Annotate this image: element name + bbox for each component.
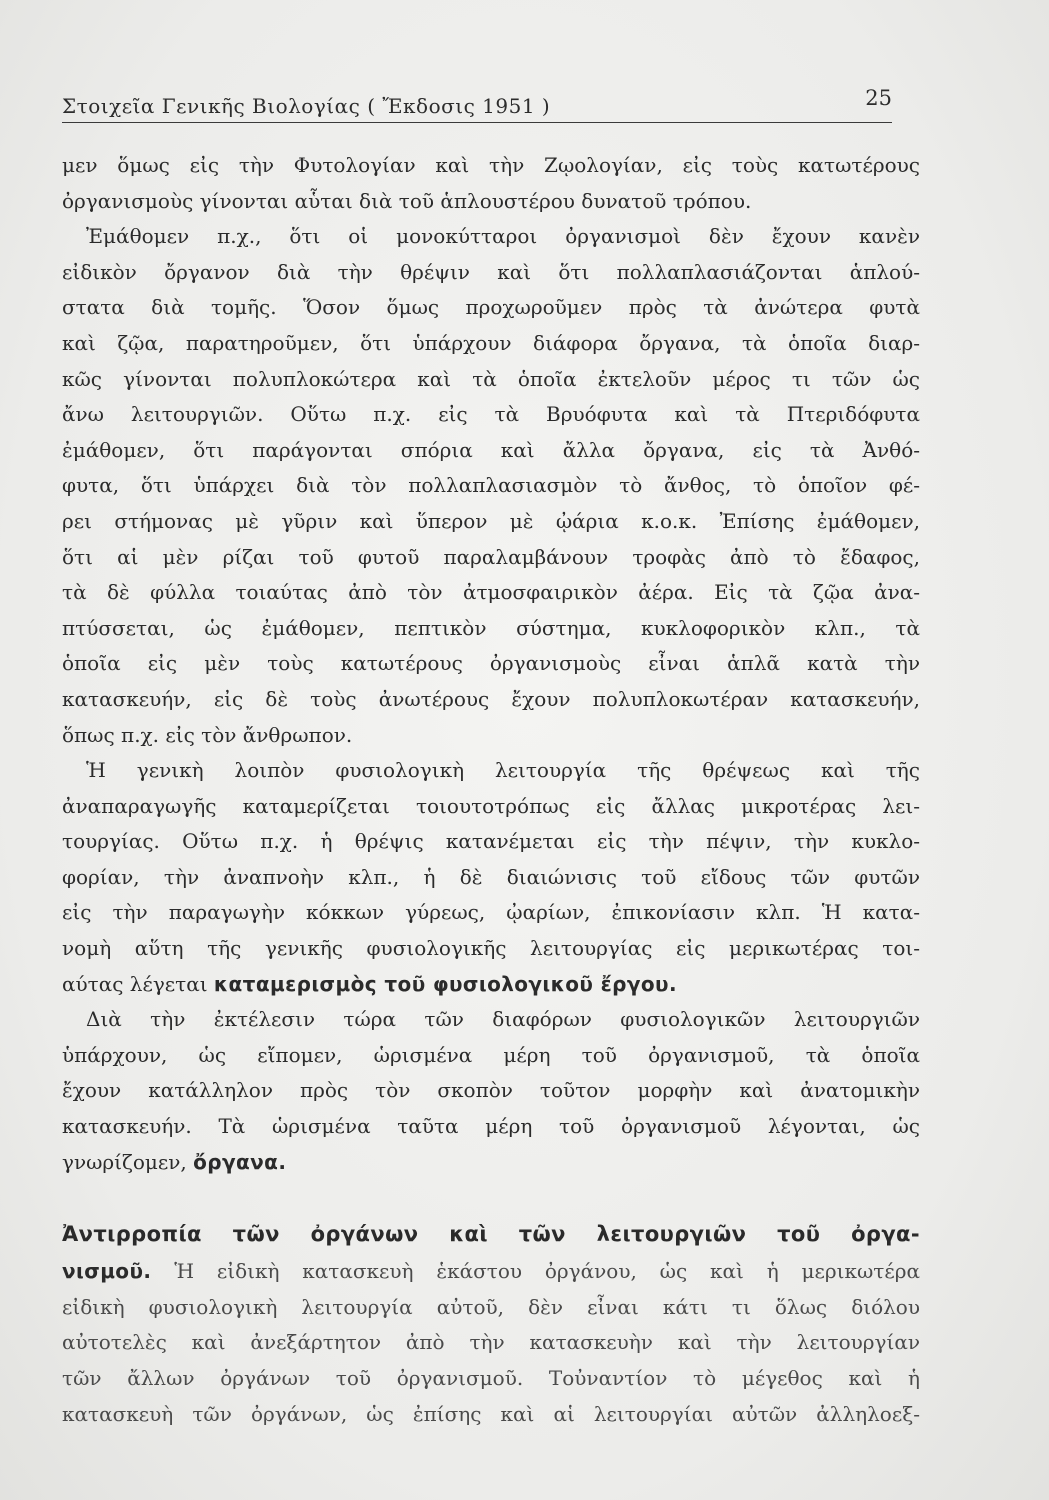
text-line: εἰδικὴ φυσιολογικὴ λειτουργία αὐτοῦ, δὲν εἶναι κάτι τι ὅλως διόλου [62, 1294, 920, 1319]
text-line: ἔχουν κατάλληλον πρὸς τὸν σκοπὸν τοῦτον μορφὴν καὶ ἀνατομικὴν [62, 1078, 920, 1103]
text-line: ἐμάθομεν, ὅτι παράγονται σπόρια καὶ ἄλλα ὄργανα, εἰς τὰ Ἀνθό- [62, 437, 920, 462]
text-line: κατασκευήν. Τὰ ὡρισμένα ταῦτα μέρη τοῦ ὀργανισμοῦ λέγονται, ὡς [62, 1114, 920, 1139]
emphasized-term: καταμερισμὸς τοῦ φυσιολογικοῦ ἔργου. [213, 971, 677, 996]
text-fragment: γνωρίζομεν, [62, 1149, 187, 1174]
text-line: ὅτι αἱ μὲν ρίζαι τοῦ φυτοῦ παραλαμβάνουν τροφὰς ἀπὸ τὸ ἔδαφος, [62, 544, 920, 569]
text-line [62, 1145, 920, 1181]
text-line: Ἐμάθομεν π.χ., ὅτι οἱ μονοκύτταροι ὀργανισμοὶ δὲν ἔχουν κανὲν [86, 224, 920, 249]
body-text [62, 148, 920, 1432]
section-heading-text: Ἀντιρροπία τῶν ὀργάνων καὶ τῶν λειτουργιῶν τοῦ ὀργα- [62, 1222, 920, 1247]
text-line: τῶν ἄλλων ὀργάνων τοῦ ὀργανισμοῦ. Τοὐναντίον τὸ μέγεθος καὶ ἡ [62, 1366, 920, 1390]
page-header [62, 86, 892, 123]
page-number: 25 [865, 86, 892, 110]
text-line [62, 967, 920, 1003]
text-line: φορίαν, τὴν ἀναπνοὴν κλπ., ἡ δὲ διαιώνισις τοῦ εἴδους τῶν φυτῶν [62, 864, 920, 889]
text-line: ὁποῖα εἰς μὲν τοὺς κατωτέρους ὀργανισμοὺς εἶναι ἁπλᾶ κατὰ τὴν [62, 651, 920, 676]
running-head: Στοιχεῖα Γενικῆς Βιολογίας ( Ἔκδοσις 1951 ) [62, 94, 551, 118]
text-line: καὶ ζῷα, παρατηροῦμεν, ὅτι ὑπάρχουν διάφορα ὄργανα, τὰ ὁποῖα διαρ- [62, 330, 920, 355]
text-line: κατασκευὴ τῶν ὀργάνων, ὡς ἐπίσης καὶ αἱ λειτουργίαι αὐτῶν ἀλληλοεξ- [62, 1401, 920, 1426]
emphasized-term: ὄργανα. [193, 1149, 287, 1174]
text-line: αὐτοτελὲς καὶ ἀνεξάρτητον ἀπὸ τὴν κατασκευὴν καὶ τὴν λειτουργίαν [62, 1330, 920, 1355]
section-spacer [62, 1180, 920, 1214]
text-line: πτύσσεται, ὡς ἐμάθομεν, πεπτικὸν σύστημα, κυκλοφορικὸν κλπ., τὰ [62, 615, 920, 640]
text-fragment: Ἡ εἰδικὴ κατασκευὴ ἑκάστου ὀργάνου, ὡς καὶ ἡ μερικωτέρα [174, 1259, 920, 1284]
text-line: ὀργανισμοὺς γίνονται αὗται διὰ τοῦ ἁπλουστέρου δυνατοῦ τρόπου. [62, 188, 752, 213]
text-line: φυτα, ὅτι ὑπάρχει διὰ τὸν πολλαπλασιασμὸν τὸ ἄνθος, τὸ ὁποῖον φέ- [62, 473, 920, 498]
text-line: εἰδικὸν ὄργανον διὰ τὴν θρέψιν καὶ ὅτι πολλαπλασιάζονται ἁπλού- [62, 259, 920, 284]
text-line: κατασκευήν, εἰς δὲ τοὺς ἀνωτέρους ἔχουν πολυπλοκωτέραν κατασκευήν, [62, 686, 920, 711]
text-line: ἀναπαραγωγῆς καταμερίζεται τοιουτοτρόπως εἰς ἄλλας μικροτέρας λει- [62, 793, 920, 818]
section-heading [62, 1214, 920, 1254]
section-heading-end: νισμοῦ. [62, 1259, 152, 1284]
text-line: τουργίας. Οὕτω π.χ. ἡ θρέψις κατανέμεται εἰς τὴν πέψιν, τὴν κυκλο- [62, 829, 920, 854]
text-line: νομὴ αὕτη τῆς γενικῆς φυσιολογικῆς λειτουργίας εἰς μερικωτέρας τοι- [62, 936, 920, 961]
text-line: τὰ δὲ φύλλα τοιαύτας ἀπὸ τὸν ἀτμοσφαιρικὸν ἀέρα. Εἰς τὰ ζῷα ἀνα- [62, 580, 920, 605]
text-line: ὅπως π.χ. εἰς τὸν ἄνθρωπον. [62, 722, 353, 747]
text-line: στατα διὰ τομῆς. Ὅσον ὅμως προχωροῦμεν πρὸς τὰ ἀνώτερα φυτὰ [62, 295, 920, 320]
text-line: ρει στήμονας μὲ γῦριν καὶ ὕπερον μὲ ᾠάρια κ.ο.κ. Ἐπίσης ἐμάθομεν, [62, 508, 920, 533]
text-fragment: αύτας λέγεται [62, 971, 208, 996]
text-line: Διὰ τὴν ἐκτέλεσιν τώρα τῶν διαφόρων φυσιολογικῶν λειτουργιῶν [86, 1007, 920, 1032]
text-line: εἰς τὴν παραγωγὴν κόκκων γύρεως, ᾠαρίων, ἐπικονίασιν κλπ. Ἡ κατα- [62, 900, 920, 925]
text-line: ὑπάρχουν, ὡς εἴπομεν, ὡρισμένα μέρη τοῦ ὀργανισμοῦ, τὰ ὁποῖα [62, 1042, 920, 1067]
text-line: κῶς γίνονται πολυπλοκώτερα καὶ τὰ ὁποῖα ἐκτελοῦν μέρος τι τῶν ὡς [62, 366, 920, 391]
text-line: μεν ὅμως εἰς τὴν Φυτολογίαν καὶ τὴν Ζῳολογίαν, εἰς τοὺς κατωτέρους [62, 153, 920, 177]
text-line [62, 1254, 920, 1290]
text-line: Ἡ γενικὴ λοιπὸν φυσιολογικὴ λειτουργία τῆς θρέψεως καὶ τῆς [86, 758, 920, 783]
text-line: ἄνω λειτουργιῶν. Οὕτω π.χ. εἰς τὰ Βρυόφυτα καὶ τὰ Πτεριδόφυτα [62, 402, 920, 427]
